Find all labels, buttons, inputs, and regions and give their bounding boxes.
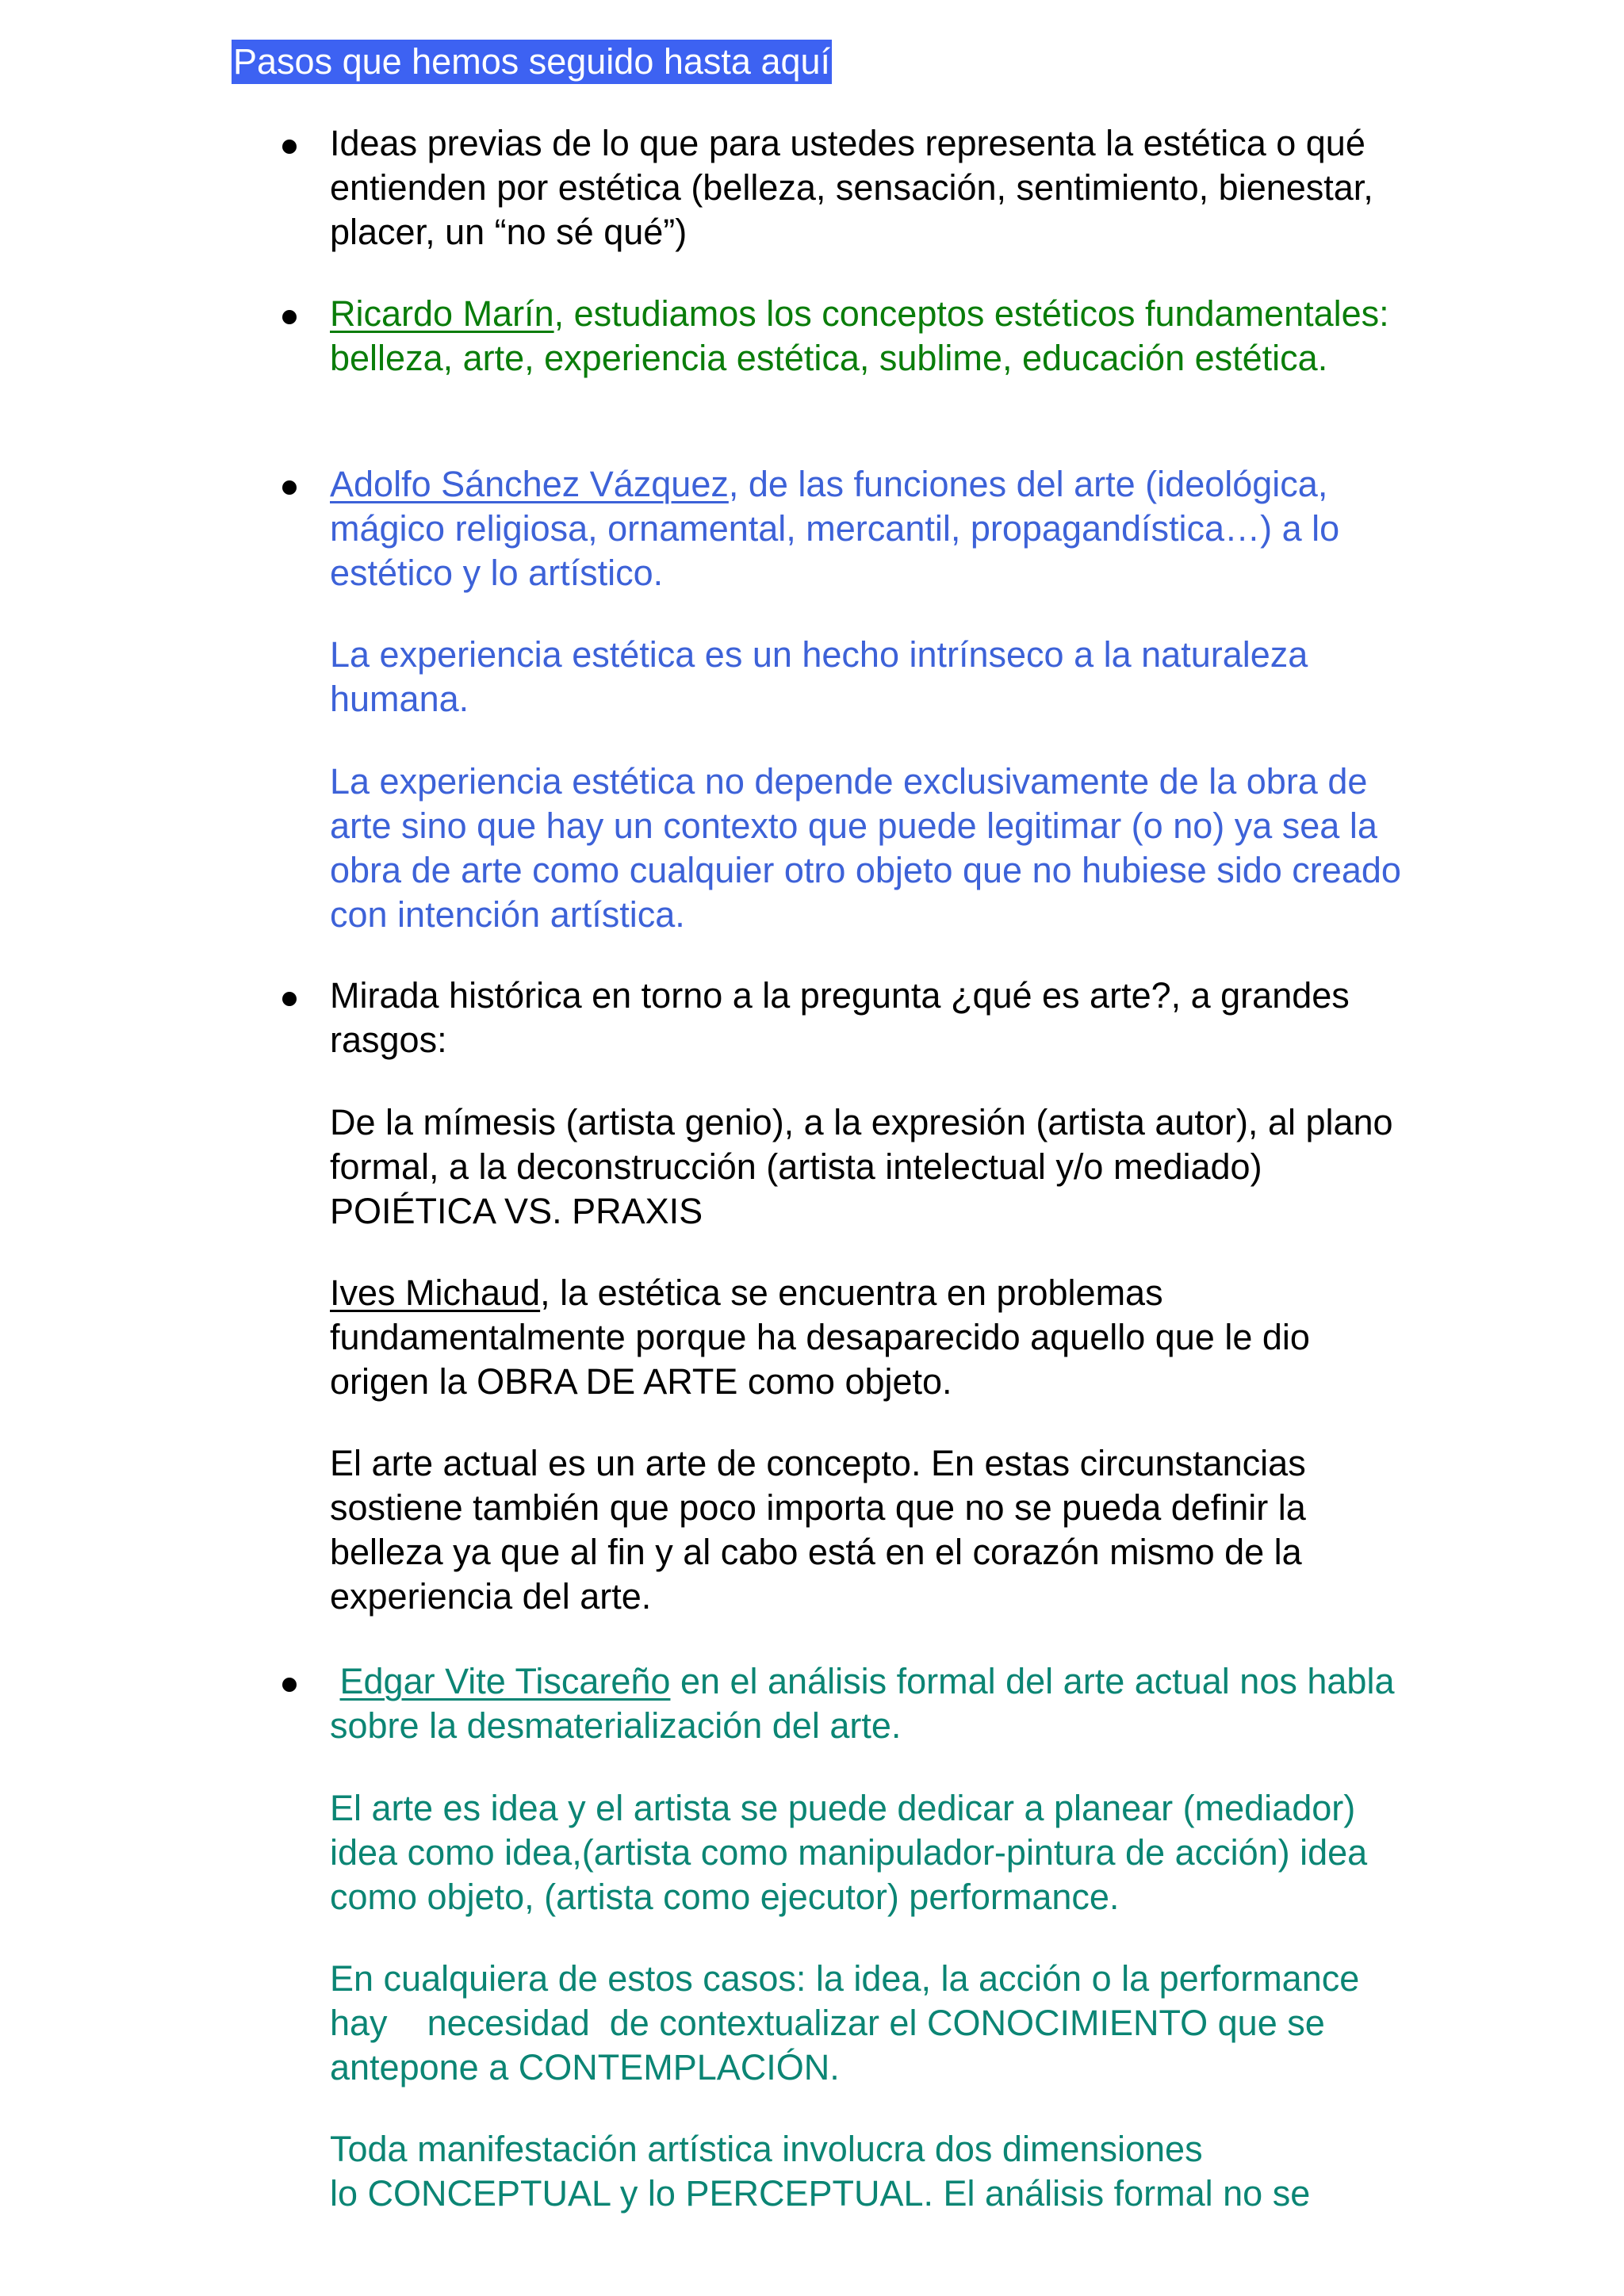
- paragraph-experiencia-2: La experiencia estética no depende exclusivamente de la obra de arte sino que hay un contexto que puede legitimar (o no) ya sea la obra de arte como cualquier otro objeto que no hubiese sido creado con intención artística.: [330, 761, 1401, 935]
- paragraph-mimesis: De la mímesis (artista genio), a la expresión (artista autor), al plano formal, a la deconstrucción (artista intelectual y/o mediado) POIÉTICA VS. PRAXIS: [330, 1102, 1393, 1231]
- bullet-dot: [282, 310, 297, 324]
- bullet-dot: [282, 992, 297, 1006]
- paragraph-experiencia-1: La experiencia estética es un hecho intrínseco a la naturaleza humana.: [330, 634, 1308, 719]
- dimensiones-line-2: lo CONCEPTUAL y lo PERCEPTUAL. El análisis formal no se: [330, 2173, 1311, 2214]
- sanchez-text: , de las funciones del arte (ideológica, mágico religiosa, ornamental, mercantil, propagandística…) a lo estético y lo artístico.: [330, 464, 1340, 593]
- author-ricardo-marin: Ricardo Marín: [330, 293, 554, 334]
- paragraph-dimensiones: [330, 2127, 1408, 2216]
- paragraph-mirada: Mirada histórica en torno a la pregunta ¿qué es arte?, a grandes rasgos:: [330, 975, 1350, 1060]
- vite-text: en el análisis formal del arte actual nos habla sobre la desmaterialización del arte.: [330, 1661, 1395, 1746]
- paragraph-ideas: Ideas previas de lo que para ustedes representa la estética o qué entienden por estética (belleza, sensación, sentimiento, bienestar, placer, un “no sé qué”): [330, 123, 1373, 252]
- dimensiones-line-1: Toda manifestación artística involucra dos dimensiones: [330, 2129, 1203, 2169]
- paragraph-michaud: [330, 1271, 1408, 1404]
- paragraph-vite: [330, 1659, 1408, 1748]
- bullet-dot: [282, 140, 297, 154]
- author-adolfo-sanchez-vazquez: Adolfo Sánchez Vázquez: [330, 464, 729, 504]
- section-heading: Pasos que hemos seguido hasta aquí: [232, 40, 832, 84]
- paragraph-contextualizar: En cualquiera de estos casos: la idea, la acción o la performance hay necesidad de contextualizar el CONOCIMIENTO que se antepone a CONTEMPLACIÓN.: [330, 1958, 1400, 2087]
- michaud-text: , la estética se encuentra en problemas fundamentalmente porque ha desaparecido aquello que le dio origen la OBRA DE ARTE como objeto.: [330, 1272, 1310, 1402]
- paragraph-arte-actual: El arte actual es un arte de concepto. En estas circunstancias sostiene también que poco importa que no se pueda definir la belleza ya que al fin y al cabo está en el corazón mismo de la experiencia del arte.: [330, 1443, 1306, 1617]
- marin-text: , estudiamos los conceptos estéticos fundamentales: belleza, arte, experiencia estética, sublime, educación estética.: [330, 293, 1389, 378]
- bullet-dot: [282, 480, 297, 495]
- author-edgar-vite-tiscareno: Edgar Vite Tiscareño: [339, 1661, 671, 1701]
- paragraph-marin: [330, 292, 1408, 381]
- paragraph-sanchez: [330, 462, 1408, 595]
- paragraph-idea: El arte es idea y el artista se puede dedicar a planear (mediador) idea como idea,(artista como manipulador-pintura de acción) idea como objeto, (artista como ejecutor) performance.: [330, 1788, 1368, 1917]
- bullet-dot: [282, 1678, 297, 1692]
- author-ives-michaud: Ives Michaud: [330, 1272, 541, 1313]
